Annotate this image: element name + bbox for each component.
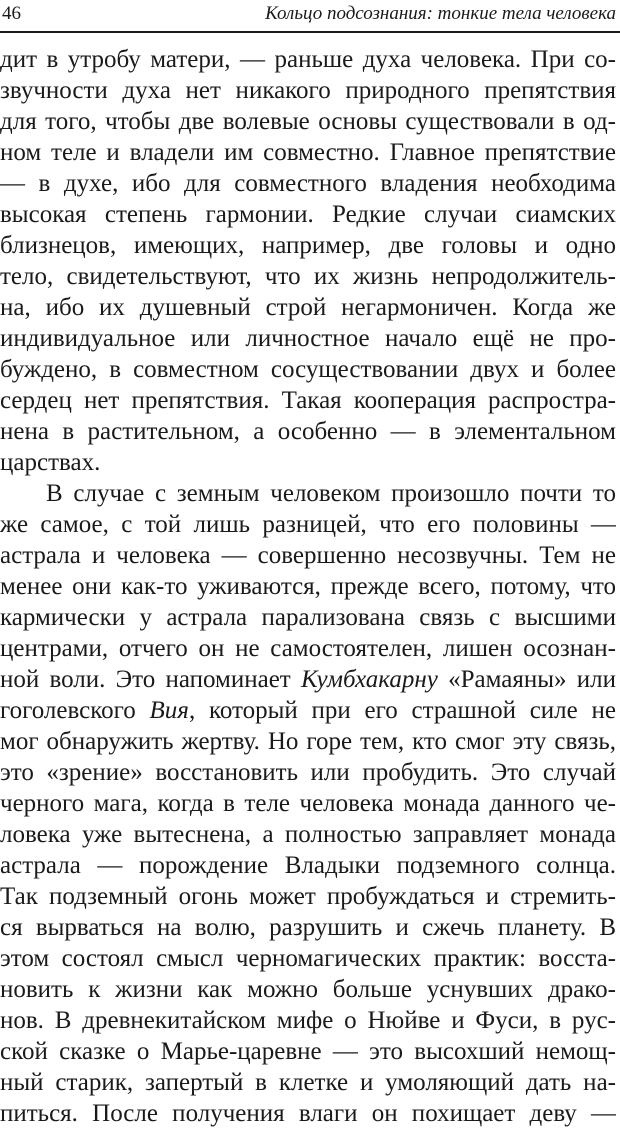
text-line: нов. В древнекитайском мифе о Нюйве и Фуси, в рус- xyxy=(0,1007,616,1034)
text-line: близнецов, имеющих, например, две головы и одно xyxy=(0,232,616,259)
text-line: новить к жизни как можно больше уснувших драко- xyxy=(0,976,616,1003)
header-rule xyxy=(0,31,620,33)
text-line: для того, чтобы две волевые основы существовали в од- xyxy=(0,108,616,135)
text-line: мог обнаружить жертву. Но горе тем, кто смог эту связь, xyxy=(0,728,616,755)
text-line: дит в утробу матери, — раньше духа человека. При со- xyxy=(0,46,616,73)
text-line: ном теле и владели им совместно. Главное препятствие xyxy=(0,139,616,166)
body-text xyxy=(0,44,620,1129)
text-line: астрала и человека — совершенно несозвучны. Тем не xyxy=(0,542,616,569)
text-line: черного мага, когда в теле человека монада данного че- xyxy=(0,790,616,817)
text-line: менее они как-то уживаются, прежде всего, потому, что xyxy=(0,573,616,600)
text-line: ся вырваться на волю, разрушить и сжечь планету. В xyxy=(0,914,616,941)
italic-term: Вия xyxy=(149,697,189,724)
paragraph-1 xyxy=(0,44,620,478)
text-span: , который при его страшной силе не xyxy=(188,697,616,724)
text-line xyxy=(0,664,616,695)
text-line: ской сказке о Марье-царевне — это высохший немощ- xyxy=(0,1038,616,1065)
text-span: гоголевского xyxy=(0,697,150,724)
text-line: сердец нет препятствия. Такая кооперация распростра- xyxy=(0,387,616,414)
running-title: Кольцо подсознания: тонкие тела человека xyxy=(265,3,616,24)
text-line: астрала — порождение Владыки подземного солнца. xyxy=(0,852,616,879)
text-line: питься. После получения влаги он похищает деву — xyxy=(0,1100,616,1127)
text-span: ной воли. Это напоминает xyxy=(0,666,301,693)
text-line: буждено, в совместном сосуществовании двух и более xyxy=(0,356,616,383)
text-line: кармически у астрала парализована связь с высшими xyxy=(0,604,616,631)
text-span: «Рамаяны» или xyxy=(437,666,616,693)
page-header xyxy=(0,0,620,34)
text-line: В случае с земным человеком произошло почти то xyxy=(46,480,616,507)
text-line: высокая степень гармонии. Редкие случаи сиамских xyxy=(0,201,616,228)
text-line: центрами, отчего он не самостоятелен, лишен осознан- xyxy=(0,635,616,662)
text-line: звучности духа нет никакого природного препятствия xyxy=(0,77,616,104)
text-line xyxy=(0,695,616,726)
italic-term: Кумбхакарну xyxy=(300,666,438,693)
text-line: тело, свидетельствуют, что их жизнь непродолжитель- xyxy=(0,263,616,290)
text-line: индивидуальное или личностное начало ещё не про- xyxy=(0,325,616,352)
text-line: царствах. xyxy=(0,449,101,476)
text-line: ловека уже вытеснена, а полностью заправляет монада xyxy=(0,821,616,848)
text-line: Так подземный огонь может пробуждаться и стремить- xyxy=(0,883,616,910)
text-line: на, ибо их душевный строй негармоничен. Когда же xyxy=(0,294,616,321)
text-line: ный старик, запертый в клетке и умоляющий дать на- xyxy=(0,1069,616,1096)
paragraph-2 xyxy=(0,478,620,1129)
text-line: этом состоял смысл черномагических практик: восста- xyxy=(0,945,616,972)
text-line: нена в растительном, а особенно — в элементальном xyxy=(0,418,616,445)
text-line: же самое, с той лишь разницей, что его половины — xyxy=(0,511,616,538)
page-number: 46 xyxy=(2,3,21,24)
text-line: это «зрение» восстановить или пробудить. Это случай xyxy=(0,759,616,786)
text-line: — в духе, ибо для совместного владения необходима xyxy=(0,170,616,197)
